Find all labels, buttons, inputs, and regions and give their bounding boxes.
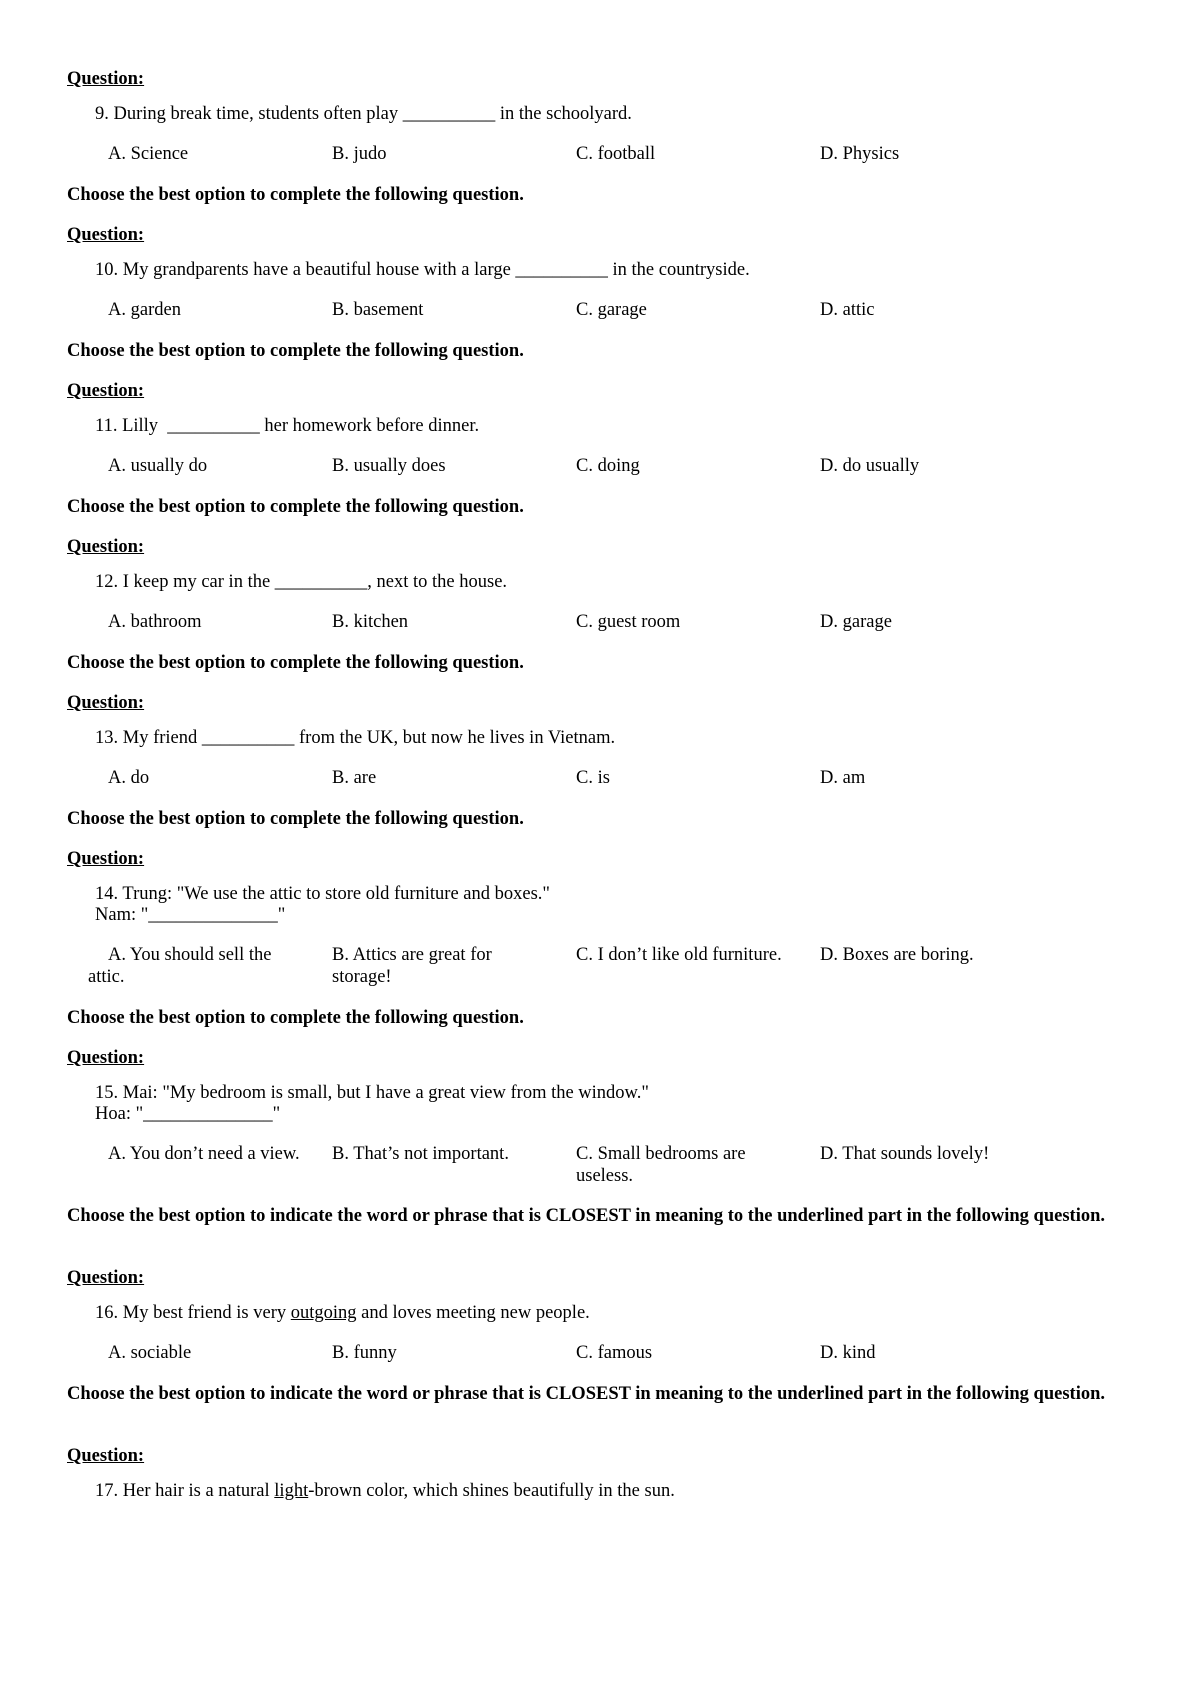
instruction: Choose the best option to complete the following question. bbox=[67, 341, 524, 361]
instruction: Choose the best option to indicate the word or phrase that is CLOSEST in meaning to the underlined part in the following question. bbox=[67, 1206, 1105, 1226]
option-c: C. guest room bbox=[576, 612, 681, 632]
option-c: C. I don’t like old furniture. bbox=[576, 945, 782, 965]
option-b: B. That’s not important. bbox=[332, 1144, 509, 1164]
option-d: D. garage bbox=[820, 612, 892, 632]
stem-text: -brown color, which shines beautifully in the sun. bbox=[308, 1481, 675, 1501]
underlined-word: outgoing bbox=[290, 1303, 357, 1323]
question-stem: 9. During break time, students often play __________ in the schoolyard. bbox=[95, 104, 632, 124]
option-a: A. sociable bbox=[108, 1343, 192, 1363]
option-c: C. famous bbox=[576, 1343, 653, 1363]
option-a: A. do bbox=[108, 768, 150, 788]
question-stem-line1: 15. Mai: "My bedroom is small, but I have a great view from the window." bbox=[95, 1083, 649, 1103]
option-d: D. That sounds lovely! bbox=[820, 1144, 990, 1164]
question-stem: 11. Lilly __________ her homework before dinner. bbox=[95, 416, 480, 436]
instruction: Choose the best option to complete the following question. bbox=[67, 809, 524, 829]
instruction: Choose the best option to complete the following question. bbox=[67, 185, 524, 205]
option-c-line2: useless. bbox=[576, 1166, 634, 1186]
question-label: Question: bbox=[67, 1446, 145, 1466]
option-d: D. Physics bbox=[820, 144, 900, 164]
option-d: D. am bbox=[820, 768, 866, 788]
stem-text: 17. Her hair is a natural bbox=[95, 1481, 275, 1501]
question-stem-line2: Hoa: "______________" bbox=[95, 1104, 281, 1124]
option-c-line1: C. Small bedrooms are bbox=[576, 1144, 746, 1164]
option-d: D. do usually bbox=[820, 456, 920, 476]
option-b: B. judo bbox=[332, 144, 387, 164]
option-c: C. doing bbox=[576, 456, 640, 476]
question-label: Question: bbox=[67, 693, 145, 713]
option-b-line2: storage! bbox=[332, 967, 392, 987]
question-label: Question: bbox=[67, 537, 145, 557]
option-d: D. attic bbox=[820, 300, 875, 320]
stem-text: and loves meeting new people. bbox=[356, 1303, 590, 1323]
question-stem: 12. I keep my car in the __________, next to the house. bbox=[95, 572, 508, 592]
question-label: Question: bbox=[67, 849, 145, 869]
instruction: Choose the best option to indicate the word or phrase that is CLOSEST in meaning to the underlined part in the following question. bbox=[67, 1384, 1105, 1404]
option-d: D. Boxes are boring. bbox=[820, 945, 974, 965]
option-b: B. are bbox=[332, 768, 377, 788]
question-label: Question: bbox=[67, 1048, 145, 1068]
underlined-word: light bbox=[274, 1481, 309, 1501]
question-stem-line2: Nam: "______________" bbox=[95, 905, 286, 925]
option-b: B. kitchen bbox=[332, 612, 409, 632]
option-d: D. kind bbox=[820, 1343, 876, 1363]
option-a-line2: attic. bbox=[88, 967, 125, 987]
option-a-line1: A. You should sell the bbox=[108, 945, 272, 965]
option-b-line1: B. Attics are great for bbox=[332, 945, 492, 965]
question-stem: 10. My grandparents have a beautiful house with a large __________ in the countryside. bbox=[95, 260, 750, 280]
question-stem-line1: 14. Trung: "We use the attic to store old furniture and boxes." bbox=[95, 884, 550, 904]
instruction: Choose the best option to complete the following question. bbox=[67, 497, 524, 517]
option-c: C. football bbox=[576, 144, 656, 164]
question-label: Question: bbox=[67, 381, 145, 401]
option-a: A. bathroom bbox=[108, 612, 202, 632]
question-stem: 13. My friend __________ from the UK, but now he lives in Vietnam. bbox=[95, 728, 616, 748]
option-c: C. is bbox=[576, 768, 610, 788]
question-stem bbox=[95, 1480, 675, 1503]
option-a: A. usually do bbox=[108, 456, 208, 476]
option-b: B. funny bbox=[332, 1343, 397, 1363]
option-a: A. garden bbox=[108, 300, 181, 320]
question-label: Question: bbox=[67, 1268, 145, 1288]
instruction: Choose the best option to complete the following question. bbox=[67, 653, 524, 673]
option-b: B. usually does bbox=[332, 456, 446, 476]
option-a: A. You don’t need a view. bbox=[108, 1144, 300, 1164]
instruction: Choose the best option to complete the following question. bbox=[67, 1008, 524, 1028]
question-label: Question: bbox=[67, 225, 145, 245]
option-a: A. Science bbox=[108, 144, 189, 164]
question-stem bbox=[95, 1302, 590, 1325]
stem-text: 16. My best friend is very bbox=[95, 1303, 291, 1323]
option-b: B. basement bbox=[332, 300, 424, 320]
question-label: Question: bbox=[67, 69, 145, 89]
option-c: C. garage bbox=[576, 300, 647, 320]
